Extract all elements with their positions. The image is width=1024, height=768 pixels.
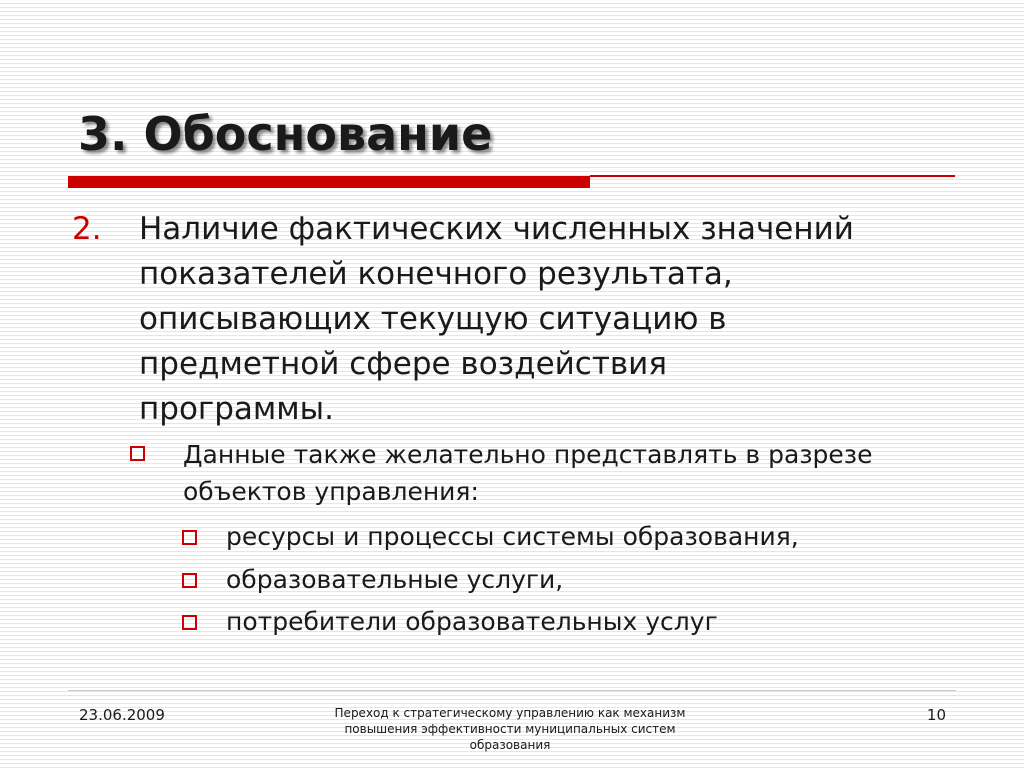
point-text: Наличие фактических численных значений показателей конечного результата, описывающих текущую ситуацию в предметной сфере воздействия программы. [139,211,854,427]
list-item-text: ресурсы и процессы системы образования, [226,522,799,551]
subpoint-text: Данные также желательно представлять в разрезе объектов управления: [183,440,873,506]
square-bullet-icon [182,530,197,545]
footer-caption: Переход к стратегическому управлению как механизм повышения эффективности муниципальных систем образования [334,706,686,752]
title-underline-thick [68,176,590,188]
title-underline-thin [590,175,955,177]
slide-title: 3. Обоснование [78,107,493,161]
square-bullet-icon [130,446,145,461]
list-item-text: потребители образовательных услуг [226,607,718,636]
list-item-text: образовательные услуги, [226,565,564,594]
page-number: 10 [926,706,946,724]
list-item [180,561,960,605]
footer-date: 23.06.2009 [79,706,165,724]
square-bullet-icon [182,573,197,588]
point-number: 2. [72,211,102,247]
list-item [180,518,960,562]
footer-divider [68,690,956,691]
square-bullet-icon [182,615,197,630]
list-item [180,603,960,647]
